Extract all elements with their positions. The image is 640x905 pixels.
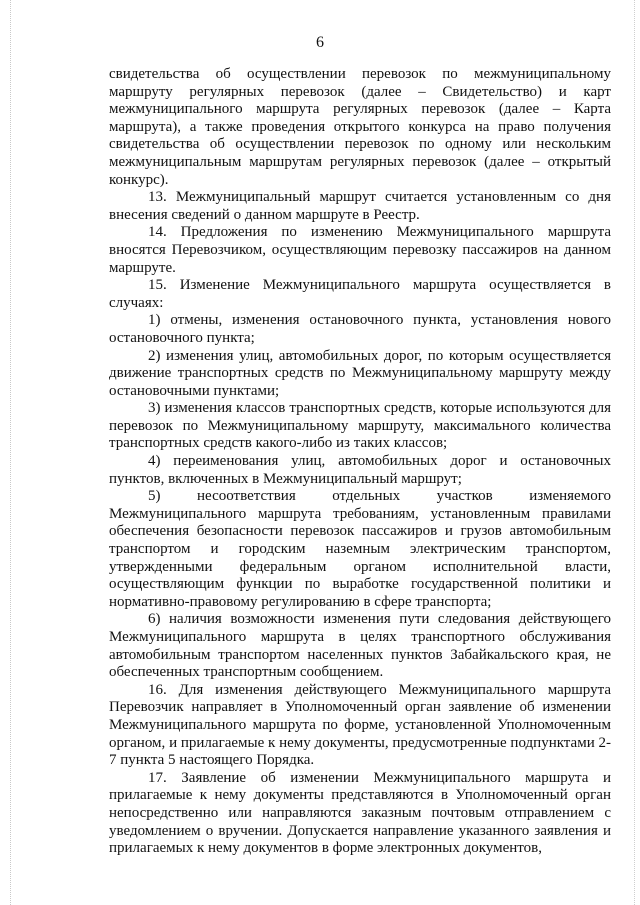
subitem-5: 5) несоответствия отдельных участков изменяемого Межмуниципального маршрута требованиям, установленным правилами обеспечения безопасности перевозок пассажиров и грузов автомобильным транспортом и городским наземным электрическим транспортом, утвержденными федеральным органом исполнительной власти, осуществляющим функции по выработке государственной политики и нормативно-правовому регулированию в сфере транспорта; [109,488,611,610]
subitem-3: 3) изменения классов транспортных средств, которые используются для перевозок по Межмуниципальному маршруту, максимального количества транспортных средств какого-либо из таких классов; [109,400,611,452]
page-edge-right [634,0,635,905]
subitem-2: 2) изменения улиц, автомобильных дорог, по которым осуществляется движение транспортных средств по Межмуниципальному маршруту между остановочными пунктами; [109,347,611,399]
paragraph-item-16: 16. Для изменения действующего Межмуниципального маршрута Перевозчик направляет в Уполномоченный орган заявление об изменении Межмуниципального маршрута по форме, установленной Уполномоченным органом, и прилагаемые к нему документы, предусмотренные подпунктами 2-7 пункта 5 настоящего Порядка. [109,681,611,769]
subitem-6: 6) наличия возможности изменения пути следования действующего Межмуниципального маршрута в целях транспортного обслуживания автомобильным транспортом населенных пунктов Забайкальского края, не обеспеченных транспортным сообщением. [109,611,611,681]
paragraph-item-14: 14. Предложения по изменению Межмуниципального маршрута вносятся Перевозчиком, осуществляющим перевозку пассажиров на данном маршруте. [109,224,611,276]
page-number: 6 [316,34,324,51]
paragraph-item-17: 17. Заявление об изменении Межмуниципального маршрута и прилагаемые к нему документы представляются в Уполномоченный орган непосредственно или направляются заказным почтовым отправлением с уведомлением о вручении. Допускается направление указанного заявления и прилагаемых к нему документов в форме электронных документов, [109,769,611,857]
paragraph-item-15: 15. Изменение Межмуниципального маршрута осуществляется в случаях: [109,277,611,311]
paragraph-item-13: 13. Межмуниципальный маршрут считается установленным со дня внесения сведений о данном маршруте в Реестр. [109,189,611,223]
paragraph-continuation: свидетельства об осуществлении перевозок по межмуниципальному маршруту регулярных перевозок (далее – Свидетельство) и карт межмуниципального маршрута регулярных перевозок (далее – Карта маршрута), а также проведения открытого конкурса на право получения свидетельства об осуществлении перевозок по одному или нескольким межмуниципальным маршрутам регулярных перевозок (далее – открытый конкурс). [109,66,611,188]
subitem-4: 4) переименования улиц, автомобильных дорог и остановочных пунктов, включенных в Межмуниципальный маршрут; [109,453,611,487]
page-edge-left [10,0,11,905]
subitem-1: 1) отмены, изменения остановочного пункта, установления нового остановочного пункта; [109,312,611,346]
document-body [109,66,611,858]
